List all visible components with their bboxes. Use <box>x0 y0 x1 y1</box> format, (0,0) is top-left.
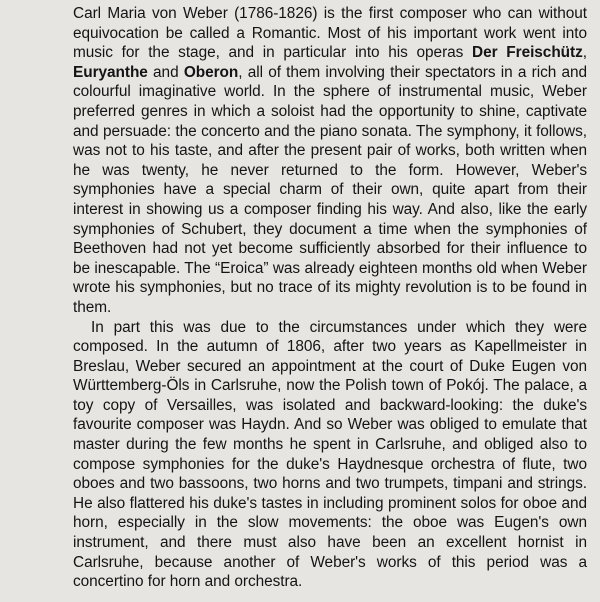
text-page <box>73 4 587 592</box>
paragraph <box>73 4 587 318</box>
opera-title: Der Freischütz <box>472 44 583 62</box>
opera-title: Oberon <box>183 63 239 81</box>
paragraph-text: , all of them involving their spectators in a rich and colourful imaginative world. In the sphere of instrumental music, Weber preferred genres in which a soloist had the opportunity to shine, captivate and persuade: the concerto and the piano sonata. The symphony, it follows, was not to his taste, and after the present pair of works, both written when he was twenty, he never returned to the form. However, Weber's symphonies have a special charm of their own, quite apart from their interest in showing us a composer finding his way. And also, like the early symphonies of Schubert, they document a time when the symphonies of Beethoven had not yet become sufficiently absorbed for their influence to be inescapable. The “Eroica” was already eighteen months old when Weber wrote his symphonies, but no trace of its mighty revolution is to be found in them. <box>73 63 587 316</box>
paragraph-text: and <box>147 63 184 81</box>
opera-title: Euryanthe <box>73 63 148 81</box>
paragraph-text: Carl Maria von Weber (1786-1826) is the first composer who can without equivocation be called a Romantic. Most of his important work went into music for the stage, and in particular into his operas <box>73 5 587 62</box>
paragraph-text: In part this was due to the circumstances under which they were composed. In the autumn of 1806, after two years as Kapellmeister in Breslau, Weber secured an appointment at the court of Duke Eugen von Württemberg-Öls in Carlsruhe, now the Polish town of Pokój. The palace, a toy copy of Versailles, was isolated and backward-looking: the duke's favourite composer was Haydn. And so Weber was obliged to emulate that master during the few months he spent in Carlsruhe, and obliged also to compose symphonies for the duke's Haydnesque orchestra of flute, two oboes and two bassoons, two horns and two trumpets, timpani and strings. He also flattered his duke's tastes in including prominent solos for oboe and horn, especially in the slow movements: the oboe was Eugen's own instrument, and there must also have been an excellent hornist in Carlsruhe, because another of Weber's works of this period was a concertino for horn and orchestra. <box>73 318 587 591</box>
paragraph-text: , <box>582 44 587 62</box>
paragraph <box>73 318 587 592</box>
